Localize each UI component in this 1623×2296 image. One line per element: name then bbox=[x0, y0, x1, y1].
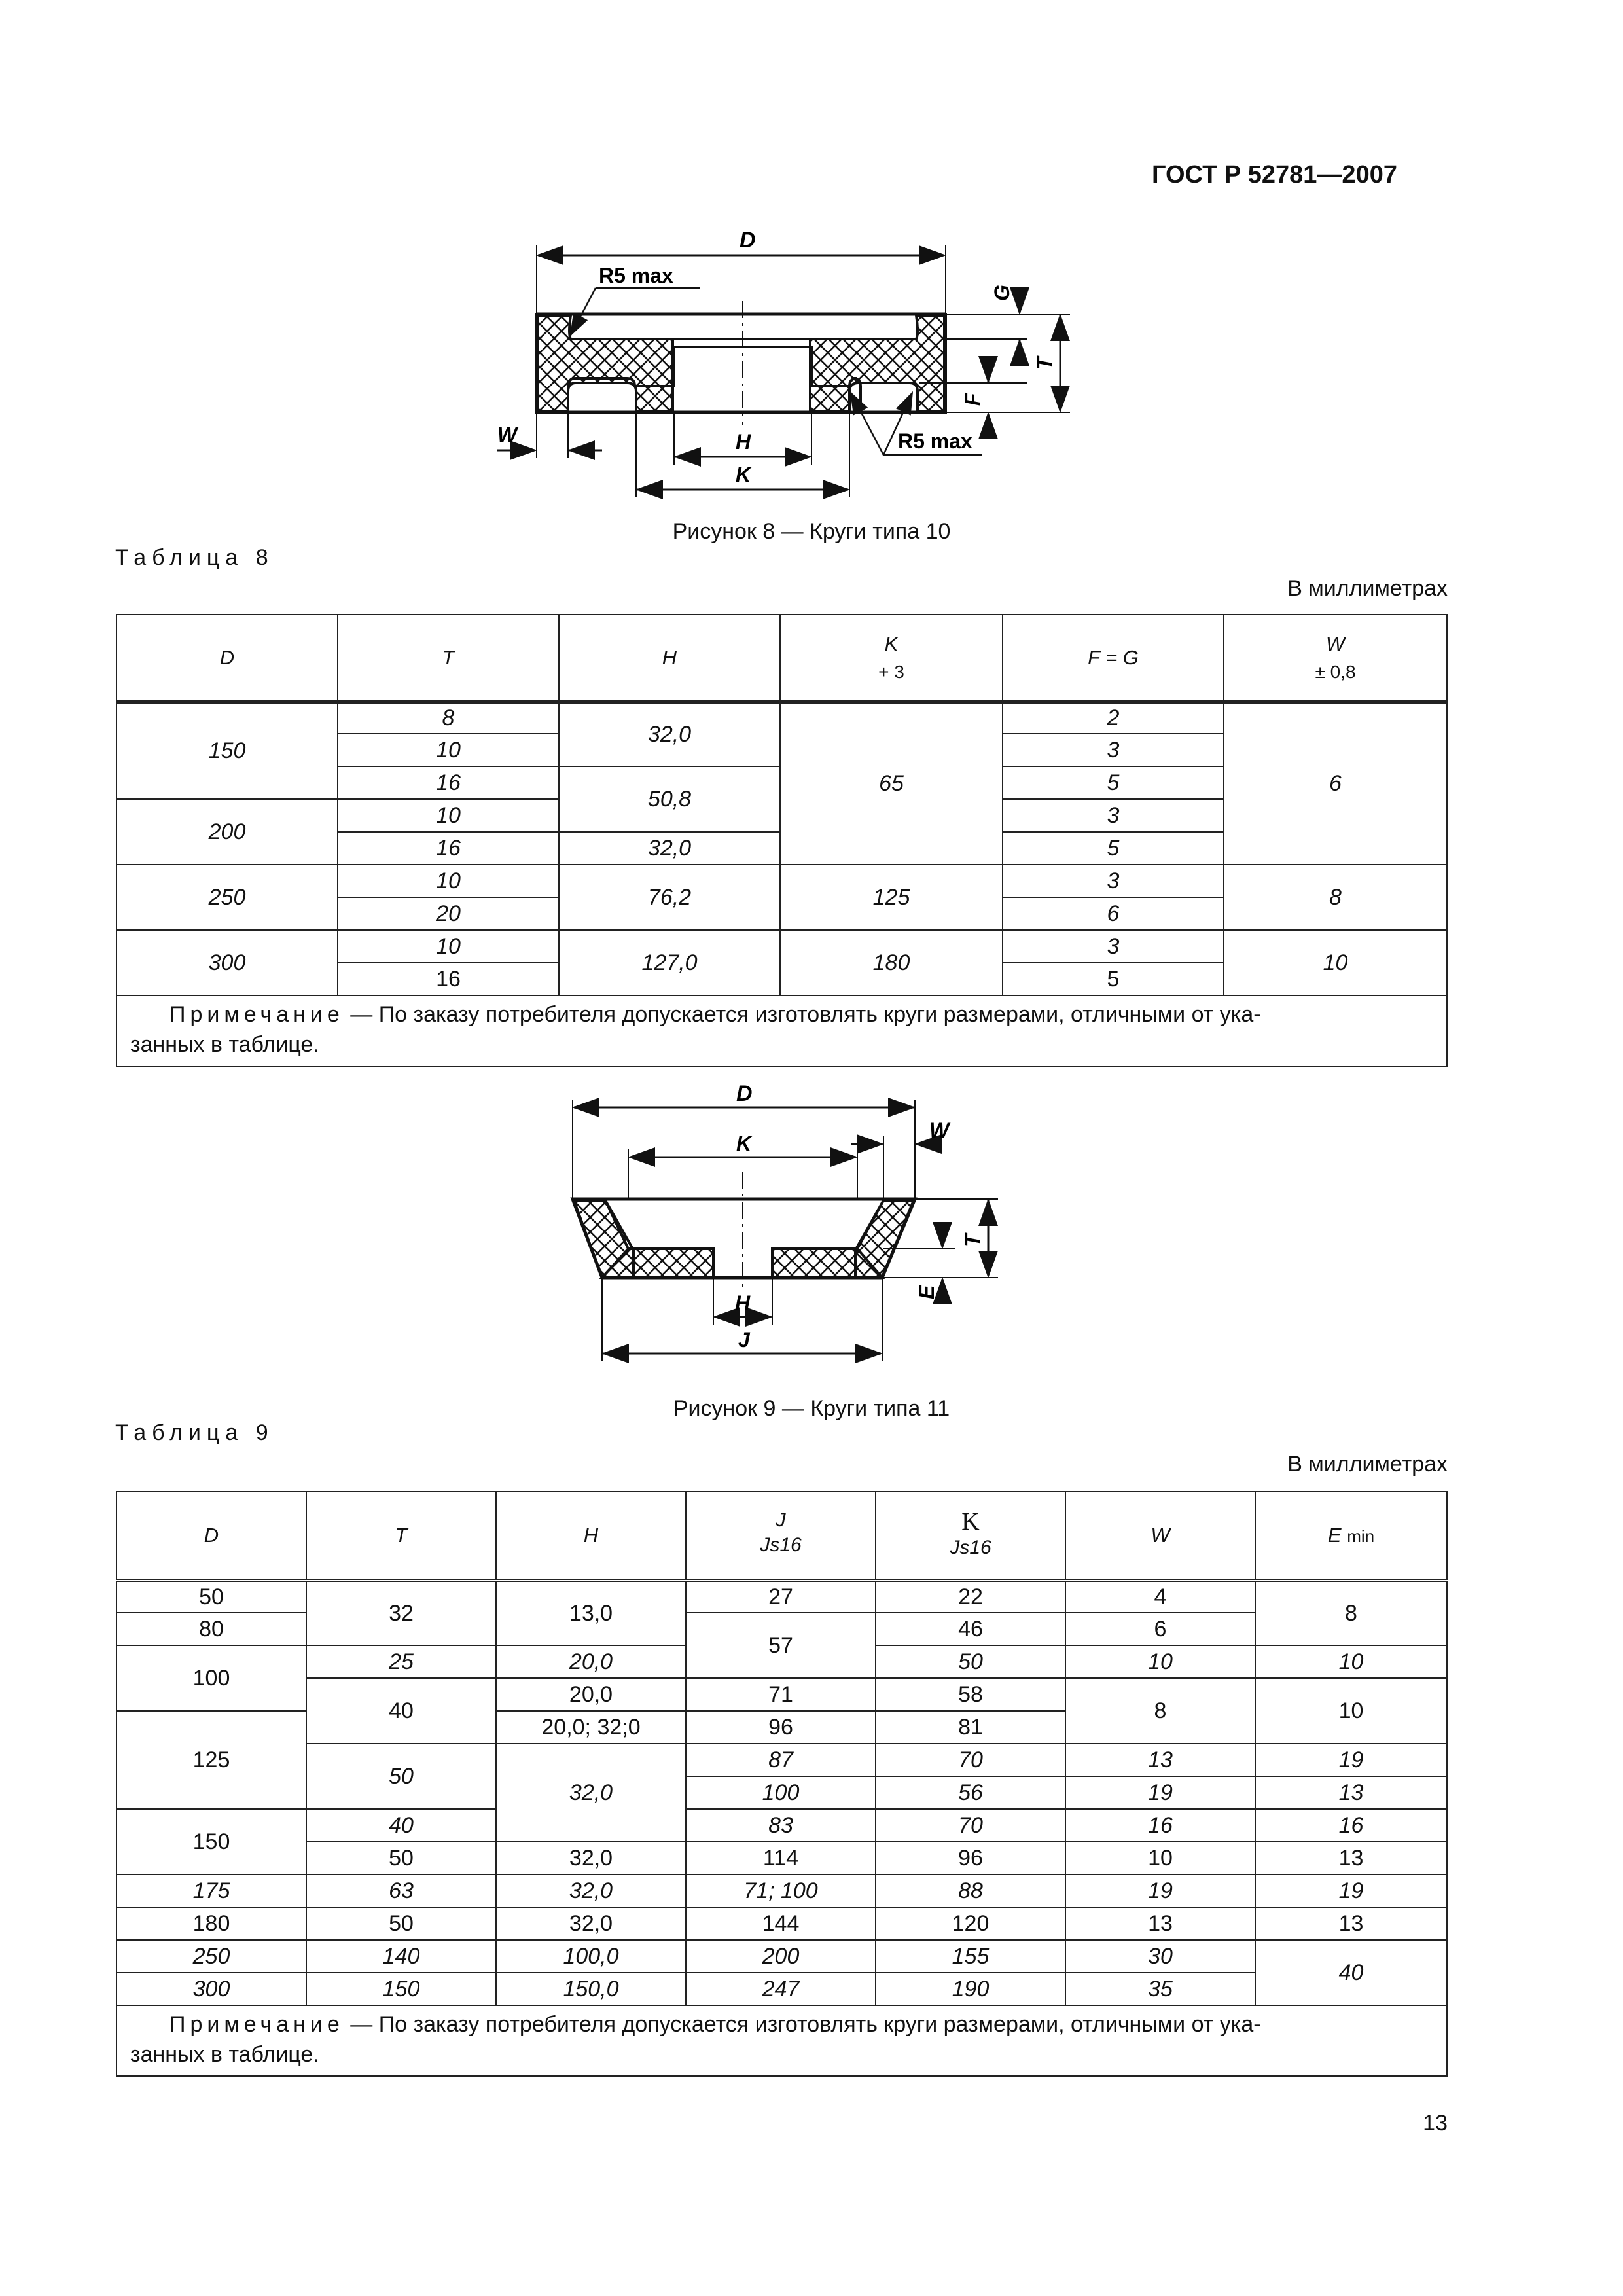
t8-cell: 2 bbox=[1003, 702, 1224, 734]
t9-cell: 32,0 bbox=[496, 1874, 686, 1907]
fig9-label-T: T bbox=[961, 1234, 984, 1247]
t9-cell: 250 bbox=[116, 1940, 306, 1973]
t9-cell: 8 bbox=[1255, 1580, 1447, 1645]
t8-cell: 8 bbox=[1224, 865, 1447, 930]
t9-cell: 58 bbox=[876, 1678, 1065, 1711]
t9-cell: 71; 100 bbox=[686, 1874, 876, 1907]
t9-cell: 190 bbox=[876, 1973, 1065, 2005]
t9-cell: 13,0 bbox=[496, 1580, 686, 1645]
t8-head-W-tol: ± 0,8 bbox=[1315, 662, 1356, 683]
t9-cell: 40 bbox=[306, 1678, 496, 1744]
t9-cell: 63 bbox=[306, 1874, 496, 1907]
t9-note-text: — По заказу потребителя допускается изготовлять круги размерами, отличными от ука- bbox=[344, 2012, 1261, 2037]
t9-cell: 35 bbox=[1065, 1973, 1255, 2005]
fig8-label-T: T bbox=[1033, 357, 1056, 370]
t9-cell: 10 bbox=[1065, 1645, 1255, 1678]
t9-note-text2: занных в таблице. bbox=[130, 2041, 319, 2067]
t8-cell: 3 bbox=[1003, 865, 1224, 897]
t9-cell: 87 bbox=[686, 1744, 876, 1776]
t8-head-K-tol: + 3 bbox=[878, 662, 904, 683]
t9-head-E bbox=[1255, 1492, 1447, 1580]
t8-cell: 10 bbox=[338, 930, 559, 963]
t9-cell: 125 bbox=[116, 1711, 306, 1809]
t9-cell: 13 bbox=[1255, 1907, 1447, 1940]
figure-9-caption: Рисунок 9 — Круги типа 11 bbox=[673, 1396, 950, 1421]
t9-cell: 114 bbox=[686, 1842, 876, 1874]
t9-cell: 140 bbox=[306, 1940, 496, 1973]
t8-cell: 32,0 bbox=[559, 832, 780, 865]
t9-cell: 13 bbox=[1255, 1842, 1447, 1874]
t9-cell: 13 bbox=[1065, 1744, 1255, 1776]
t8-cell: 5 bbox=[1003, 832, 1224, 865]
t9-cell: 100 bbox=[686, 1776, 876, 1809]
t9-head-K bbox=[876, 1492, 1065, 1580]
t9-cell: 96 bbox=[876, 1842, 1065, 1874]
fig8-label-F: F bbox=[961, 393, 984, 406]
t9-cell: 32,0 bbox=[496, 1842, 686, 1874]
t9-cell: 70 bbox=[876, 1744, 1065, 1776]
t9-cell: 247 bbox=[686, 1973, 876, 2005]
t9-note-label: Примечание bbox=[169, 2012, 344, 2037]
t9-cell: 25 bbox=[306, 1645, 496, 1678]
table-8-note bbox=[116, 996, 1447, 1066]
t9-cell: 175 bbox=[116, 1874, 306, 1907]
t8-cell: 6 bbox=[1224, 702, 1447, 865]
t9-cell: 20,0 bbox=[496, 1678, 686, 1711]
t9-cell: 10 bbox=[1255, 1645, 1447, 1678]
t9-cell: 30 bbox=[1065, 1940, 1255, 1973]
t9-cell: 81 bbox=[876, 1711, 1065, 1744]
t9-cell: 150,0 bbox=[496, 1973, 686, 2005]
figure-8-drawing bbox=[0, 0, 1623, 563]
t9-head-H: H bbox=[496, 1492, 686, 1580]
t9-cell: 144 bbox=[686, 1907, 876, 1940]
t8-cell: 250 bbox=[116, 865, 338, 930]
t8-cell: 200 bbox=[116, 799, 338, 865]
fig8-label-H: H bbox=[736, 430, 751, 454]
t8-head-T: T bbox=[338, 615, 559, 702]
t8-cell: 3 bbox=[1003, 930, 1224, 963]
t8-head-K bbox=[780, 615, 1003, 702]
t8-head-W-label: W bbox=[1325, 632, 1346, 656]
t9-head-J-label: J bbox=[776, 1508, 786, 1532]
t9-cell: 32,0 bbox=[496, 1907, 686, 1940]
table-9 bbox=[116, 1491, 1448, 2077]
fig8-label-D: D bbox=[740, 228, 756, 253]
t9-cell: 57 bbox=[686, 1613, 876, 1678]
t9-cell: 19 bbox=[1255, 1744, 1447, 1776]
t8-cell: 3 bbox=[1003, 734, 1224, 766]
t9-head-W: W bbox=[1065, 1492, 1255, 1580]
t8-cell: 5 bbox=[1003, 766, 1224, 799]
t9-cell: 50 bbox=[306, 1842, 496, 1874]
t9-cell: 20,0; 32;0 bbox=[496, 1711, 686, 1744]
t9-cell: 100,0 bbox=[496, 1940, 686, 1973]
t8-note-label: Примечание bbox=[169, 1002, 344, 1027]
t8-head-D: D bbox=[116, 615, 338, 702]
t9-cell: 8 bbox=[1065, 1678, 1255, 1744]
t9-cell: 180 bbox=[116, 1907, 306, 1940]
fig8-label-K: K bbox=[736, 463, 751, 486]
t9-cell: 88 bbox=[876, 1874, 1065, 1907]
fig8-label-W: W bbox=[497, 423, 518, 446]
t8-cell: 16 bbox=[338, 963, 559, 996]
t8-cell: 10 bbox=[338, 734, 559, 766]
t8-head-K-label: K bbox=[884, 632, 899, 656]
t9-cell: 40 bbox=[1255, 1940, 1447, 2005]
t8-note-text2: занных в таблице. bbox=[130, 1031, 319, 1057]
t9-cell: 200 bbox=[686, 1940, 876, 1973]
t8-head-W bbox=[1224, 615, 1447, 702]
t9-cell: 27 bbox=[686, 1580, 876, 1613]
t8-cell: 5 bbox=[1003, 963, 1224, 996]
t8-cell: 16 bbox=[338, 832, 559, 865]
t9-cell: 50 bbox=[116, 1580, 306, 1613]
t9-cell: 80 bbox=[116, 1613, 306, 1645]
t9-cell: 150 bbox=[116, 1809, 306, 1874]
t8-cell: 127,0 bbox=[559, 930, 780, 996]
t8-cell: 32,0 bbox=[559, 702, 780, 766]
t9-cell: 46 bbox=[876, 1613, 1065, 1645]
figure-8-caption: Рисунок 8 — Круги типа 10 bbox=[672, 519, 951, 544]
table-8-units: В миллиметрах bbox=[1287, 576, 1448, 601]
t9-cell: 19 bbox=[1065, 1874, 1255, 1907]
table-8 bbox=[116, 614, 1448, 1067]
t9-cell: 155 bbox=[876, 1940, 1065, 1973]
fig9-label-W: W bbox=[929, 1119, 950, 1142]
t9-cell: 83 bbox=[686, 1809, 876, 1842]
t9-cell: 150 bbox=[306, 1973, 496, 2005]
t9-cell: 10 bbox=[1255, 1678, 1447, 1744]
t8-head-H: H bbox=[559, 615, 780, 702]
t9-head-E-sub: min bbox=[1347, 1526, 1375, 1547]
t9-cell: 40 bbox=[306, 1809, 496, 1842]
t9-cell: 70 bbox=[876, 1809, 1065, 1842]
page-number: 13 bbox=[1423, 2111, 1448, 2136]
fig9-label-E: E bbox=[915, 1285, 938, 1299]
t8-note-text: — По заказу потребителя допускается изготовлять круги размерами, отличными от ука- bbox=[344, 1002, 1261, 1027]
t9-cell: 300 bbox=[116, 1973, 306, 2005]
t9-cell: 50 bbox=[876, 1645, 1065, 1678]
table-9-title: Таблица 9 bbox=[115, 1420, 274, 1445]
t9-cell: 16 bbox=[1255, 1809, 1447, 1842]
t9-cell: 13 bbox=[1065, 1907, 1255, 1940]
table-9-note bbox=[116, 2005, 1447, 2076]
t9-cell: 13 bbox=[1255, 1776, 1447, 1809]
t9-cell: 4 bbox=[1065, 1580, 1255, 1613]
t8-cell: 16 bbox=[338, 766, 559, 799]
t8-head-FG: F = G bbox=[1003, 615, 1224, 702]
t8-cell: 3 bbox=[1003, 799, 1224, 832]
t8-cell: 76,2 bbox=[559, 865, 780, 930]
t9-head-T: T bbox=[306, 1492, 496, 1580]
t9-cell: 71 bbox=[686, 1678, 876, 1711]
t8-cell: 6 bbox=[1003, 897, 1224, 930]
t9-cell: 19 bbox=[1255, 1874, 1447, 1907]
table-9-units: В миллиметрах bbox=[1287, 1452, 1448, 1477]
t8-cell: 8 bbox=[338, 702, 559, 734]
fig9-label-K: K bbox=[736, 1132, 752, 1155]
fig9-label-J: J bbox=[738, 1328, 750, 1352]
t9-head-E-label: E bbox=[1327, 1524, 1342, 1547]
t9-cell: 10 bbox=[1065, 1842, 1255, 1874]
fig9-label-H: H bbox=[735, 1291, 751, 1315]
t9-cell: 56 bbox=[876, 1776, 1065, 1809]
fig8-label-G: G bbox=[990, 285, 1014, 301]
t9-head-K-tol: Js16 bbox=[950, 1536, 991, 1558]
t8-cell: 65 bbox=[780, 702, 1003, 865]
t9-cell: 20,0 bbox=[496, 1645, 686, 1678]
t8-cell: 10 bbox=[1224, 930, 1447, 996]
t9-head-K-label: K bbox=[961, 1507, 980, 1535]
document-id: ГОСТ Р 52781—2007 bbox=[1152, 161, 1397, 188]
t8-cell: 150 bbox=[116, 702, 338, 799]
fig9-label-D: D bbox=[736, 1081, 753, 1106]
t9-cell: 32 bbox=[306, 1580, 496, 1645]
figure-9-drawing bbox=[0, 1073, 1623, 1388]
t9-cell: 32,0 bbox=[496, 1744, 686, 1842]
t8-cell: 20 bbox=[338, 897, 559, 930]
t9-cell: 120 bbox=[876, 1907, 1065, 1940]
t9-cell: 96 bbox=[686, 1711, 876, 1744]
t9-head-J-tol: Js16 bbox=[760, 1534, 802, 1556]
t8-cell: 300 bbox=[116, 930, 338, 996]
t9-cell: 22 bbox=[876, 1580, 1065, 1613]
t9-cell: 16 bbox=[1065, 1809, 1255, 1842]
t9-cell: 19 bbox=[1065, 1776, 1255, 1809]
t8-cell: 180 bbox=[780, 930, 1003, 996]
table-8-title: Таблица 8 bbox=[115, 545, 274, 570]
t9-cell: 50 bbox=[306, 1907, 496, 1940]
t8-cell: 125 bbox=[780, 865, 1003, 930]
t8-cell: 10 bbox=[338, 865, 559, 897]
t9-cell: 50 bbox=[306, 1744, 496, 1809]
fig8-label-r5-top: R5 max bbox=[599, 264, 673, 287]
t8-cell: 50,8 bbox=[559, 766, 780, 832]
t9-head-J bbox=[686, 1492, 876, 1580]
t9-cell: 100 bbox=[116, 1645, 306, 1711]
t9-cell: 6 bbox=[1065, 1613, 1255, 1645]
t8-cell: 10 bbox=[338, 799, 559, 832]
fig8-label-r5-bottom: R5 max bbox=[898, 429, 972, 453]
t9-head-D: D bbox=[116, 1492, 306, 1580]
